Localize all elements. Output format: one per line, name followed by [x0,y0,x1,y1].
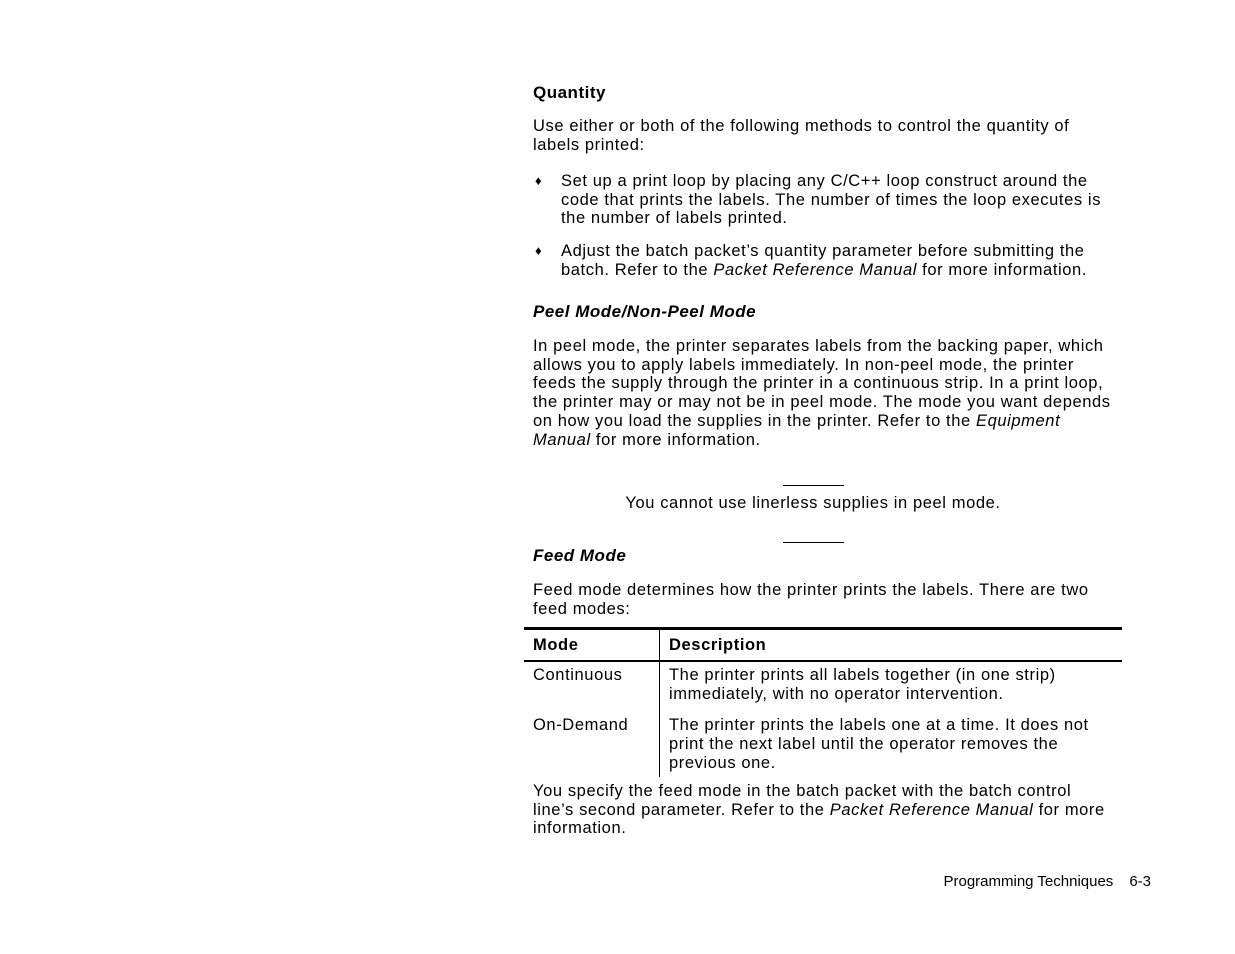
list-item-text: Adjust the batch packet’s quantity parameter before submitting the batch. Refer to the Packet Reference Manual for more information. [561,242,1088,279]
note-rule-top [783,485,844,486]
diamond-bullet-icon: ♦ [535,173,543,188]
page-footer [944,873,1152,890]
list-item-text: Set up a print loop by placing any C/C++ loop construct around the code that prints the labels. The number of times the loop executes is the number of labels printed. [561,172,1102,228]
note-rule-bottom [783,542,844,543]
diamond-bullet-icon: ♦ [535,243,543,258]
description-cell: The printer prints the labels one at a time. It does not print the next label until the operator removes the previous one. [669,716,1089,772]
list-item [533,242,1113,279]
mode-cell: Continuous [524,661,660,707]
column-header-description: Description [660,629,1123,662]
table-row [524,661,1122,707]
mode-cell: On-Demand [524,707,660,776]
peel-mode-body: In peel mode, the printer separates labels from the backing paper, which allows you to apply labels immediately. In non-peel mode, the printer feeds the supply through the printer in a continuous strip. In a print loop, the printer may or may not be in peel mode. The mode you want depends on how you load the supplies in the printer. Refer to the Equipment Manual for more information. [533,337,1111,449]
feed-mode-outro: You specify the feed mode in the batch packet with the batch control line’s second parameter. Refer to the Packet Reference Manual for more information. [533,782,1105,838]
feed-mode-table [524,627,1122,777]
list-item [533,172,1113,228]
quantity-heading: Quantity [533,83,606,102]
page-number: 6-3 [1129,873,1151,890]
description-cell: The printer prints all labels together (in one strip) immediately, with no operator intervention. [669,666,1056,703]
footer-section-title: Programming Techniques [943,873,1114,890]
table-row [524,707,1122,776]
column-header-mode: Mode [524,629,660,662]
quantity-intro: Use either or both of the following methods to control the quantity of labels printed: [533,117,1070,154]
table-header-row [524,629,1122,662]
manual-reference: Packet Reference Manual [713,260,917,279]
note-text: You cannot use linerless supplies in peel mode. [625,494,1001,512]
manual-reference: Packet Reference Manual [829,800,1034,819]
feed-mode-intro: Feed mode determines how the printer prints the labels. There are two feed modes: [533,581,1089,618]
peel-mode-heading: Peel Mode/Non-Peel Mode [533,302,757,321]
feed-mode-heading: Feed Mode [533,546,627,565]
manual-reference: Equipment Manual [533,411,1061,449]
